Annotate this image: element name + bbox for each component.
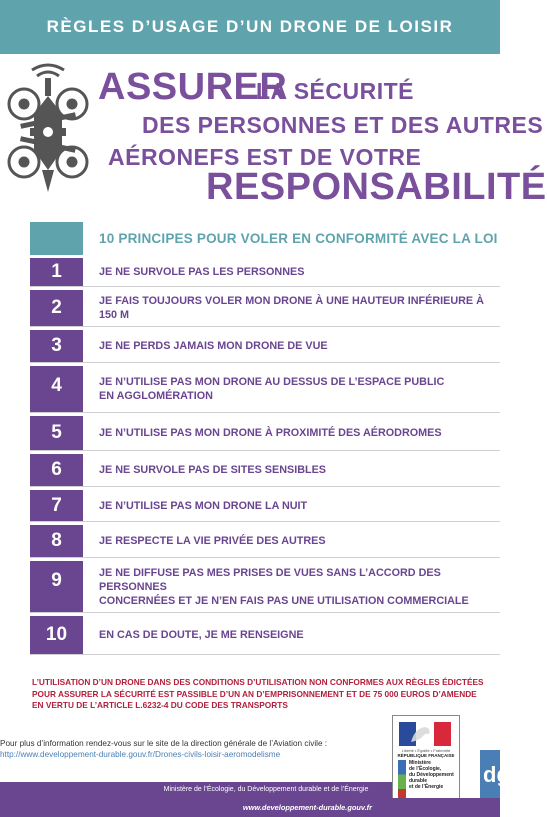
rule-text: JE NE SURVOLE PAS DE SITES SENSIBLES xyxy=(99,464,326,476)
rule-number: 1 xyxy=(30,258,83,286)
rule-number: 4 xyxy=(30,366,83,412)
rule-row xyxy=(30,290,500,327)
rule-number: 6 xyxy=(30,454,83,486)
rule-number: 7 xyxy=(30,490,83,521)
rule-number: 3 xyxy=(30,330,83,362)
rule-row xyxy=(30,416,500,451)
info-block xyxy=(0,738,380,760)
rule-text: JE N’UTILISE PAS MON DRONE AU DESSUS DE L’ESPACE PUBLIC EN AGGLOMÉRATION xyxy=(99,376,445,402)
headline-line2: DES PERSONNES ET DES AUTRES xyxy=(142,112,544,138)
intro-heading: 10 PRINCIPES POUR VOLER EN CONFORMITÉ AVEC LA LOI xyxy=(99,231,498,246)
rule-row xyxy=(30,454,500,487)
footer-website-strip xyxy=(0,798,500,817)
rule-row xyxy=(30,330,500,363)
rule-row xyxy=(30,490,500,522)
rules-list xyxy=(30,258,500,658)
info-text: Pour plus d’information rendez-vous sur le site de la direction générale de l’Aviation civile : xyxy=(0,739,328,748)
footer-website-link[interactable]: www.developpement-durable.gouv.fr xyxy=(242,803,372,812)
rule-number: 5 xyxy=(30,416,83,450)
rule-text: JE FAIS TOUJOURS VOLER MON DRONE À UNE HAUTEUR INFÉRIEURE À 150 M xyxy=(99,295,484,321)
rule-number: 2 xyxy=(30,290,83,326)
header-banner xyxy=(0,0,500,54)
drone-icon xyxy=(2,62,94,202)
rule-row xyxy=(30,561,500,613)
rule-row xyxy=(30,366,500,413)
banner-title: RÈGLES D’USAGE D’UN DRONE DE LOISIR xyxy=(46,17,454,36)
rule-text: JE N’UTILISE PAS MON DRONE LA NUIT xyxy=(99,499,308,512)
ministry-logo xyxy=(392,715,460,809)
footer-ministry-strip xyxy=(0,782,392,798)
rule-text: JE N’UTILISE PAS MON DRONE À PROXIMITÉ DES AÉRODROMES xyxy=(99,427,442,439)
rule-row xyxy=(30,258,500,287)
info-link[interactable]: http://www.developpement-durable.gouv.fr/Drones-civils-loisir-aeromodelisme xyxy=(0,750,281,759)
intro-marker xyxy=(30,222,83,255)
headline-line1: LA SÉCURITÉ xyxy=(256,78,414,104)
footer-ministry-text: Ministère de l’Écologie, du Développement durable et de l’Énergie xyxy=(163,786,369,793)
marianne-icon xyxy=(405,724,435,744)
headline-word-responsabilite: RESPONSABILITÉ xyxy=(206,166,547,208)
legal-warning: L’UTILISATION D’UN DRONE DANS DES CONDITIONS D’UTILISATION NON CONFORMES AUX RÈGLES ÉDICTÉES POUR ASSURER LA SÉCURITÉ EST PASSIBLE D’UN AN D’EMPRISONNEMENT ET DE 75 000 EUROS D’AMENDE EN VERTU DE L’ARTICLE L.6232-4 DU CODE DES TRANSPORTS xyxy=(32,677,484,710)
rule-row xyxy=(30,616,500,655)
rule-text: EN CAS DE DOUTE, JE ME RENSEIGNE xyxy=(99,629,304,641)
rule-text: JE NE PERDS JAMAIS MON DRONE DE VUE xyxy=(99,340,328,352)
rule-text: JE NE DIFFUSE PAS MES PRISES DE VUES SANS L’ACCORD DES PERSONNES CONCERNÉES ET JE N’EN FAIS PAS UNE UTILISATION COMMERCIALE xyxy=(99,566,469,607)
ministry-name: Ministère de l’Écologie, du Développement durable et de l’Énergie xyxy=(409,760,454,790)
headline-line3: AÉRONEFS EST DE VOTRE xyxy=(108,144,422,170)
rule-text: JE RESPECTE LA VIE PRIVÉE DES AUTRES xyxy=(99,535,326,547)
dgac-logo: dg xyxy=(480,750,500,800)
rule-number: 9 xyxy=(30,561,83,612)
republic-label: RÉPUBLIQUE FRANÇAISE xyxy=(397,753,455,758)
rule-row xyxy=(30,525,500,558)
republic-motto: Liberté • Égalité • Fraternité xyxy=(401,748,451,753)
rule-number: 8 xyxy=(30,525,83,557)
headline-word-assurer: ASSURER xyxy=(98,66,288,108)
rule-number: 10 xyxy=(30,616,83,654)
rule-text: JE NE SURVOLE PAS LES PERSONNES xyxy=(99,266,305,278)
